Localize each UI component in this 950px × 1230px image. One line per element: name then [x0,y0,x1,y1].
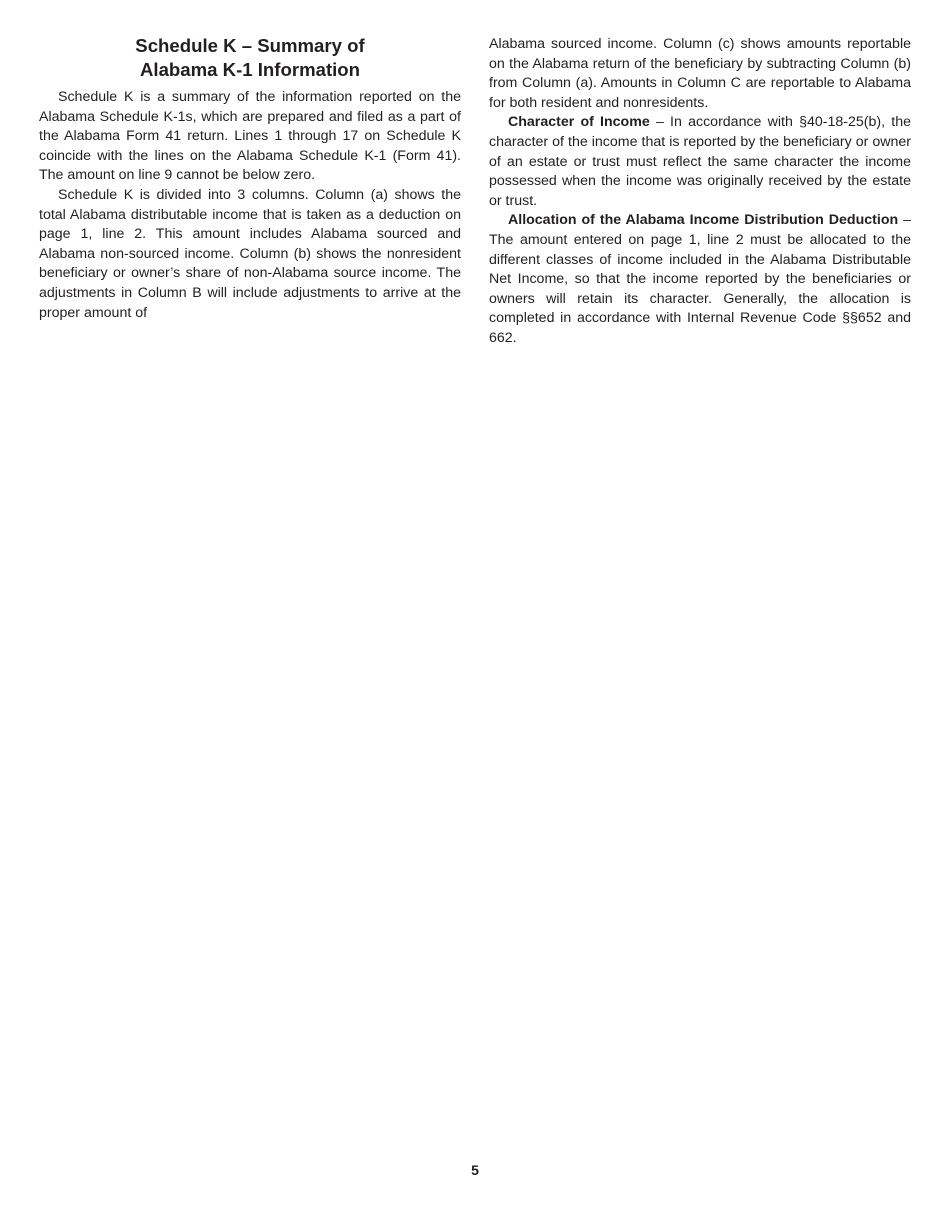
section-title [39,34,461,81]
character-of-income-paragraph [489,113,911,211]
section-title-line-1: Schedule K – Summary of [135,35,365,56]
right-column [489,35,911,349]
allocation-text: – The amount entered on page 1, line 2 must be allocated to the different classes of income included in the Alabama Distributable Net Income, so that the income reported by the beneficiaries or owners will retain its character. Generally, the allocation is completed in accordance with Internal Revenue Code §§652 and 662. [489,212,911,346]
allocation-paragraph [489,211,911,348]
character-of-income-text: – In accordance with §40-18-25(b), the character of the income that is reported by the beneficiary or owner of an estate or trust must reflect the same character the income possessed when the income was originally received by the estate or trust. [489,114,912,209]
section-title-line-2: Alabama K-1 Information [139,58,361,80]
character-of-income-heading: Character of Income [508,114,650,131]
page-number: 5 [471,1162,479,1178]
left-column [39,34,461,323]
schedule-k-columns-paragraph: Schedule K is divided into 3 columns. Column (a) shows the total Alabama distributable income that is taken as a deduction on page 1, line 2. This amount includes Alabama sourced and Alabama non-sourced income. Column (b) shows the nonresident beneficiary or owner’s share of non-Alabama source income. The adjustments in Column B will include adjustments to arrive at the proper amount of [39,186,461,321]
columns-continuation-paragraph: Alabama sourced income. Column (c) shows amounts reportable on the Alabama return of the beneficiary by subtracting Column (b) from Column (a). Amounts in Column C are reportable to Alabama for both resident and nonresidents. [489,36,911,111]
allocation-heading: Allocation of the Alabama Income Distribution Deduction [508,212,899,229]
schedule-k-summary-paragraph: Schedule K is a summary of the information reported on the Alabama Schedule K-1s, which are prepared and filed as a part of the Alabama Form 41 return. Lines 1 through 17 on Schedule K coincide with the lines on the Alabama Schedule K-1 (Form 41). The amount on line 9 cannot be below zero. [39,89,461,184]
